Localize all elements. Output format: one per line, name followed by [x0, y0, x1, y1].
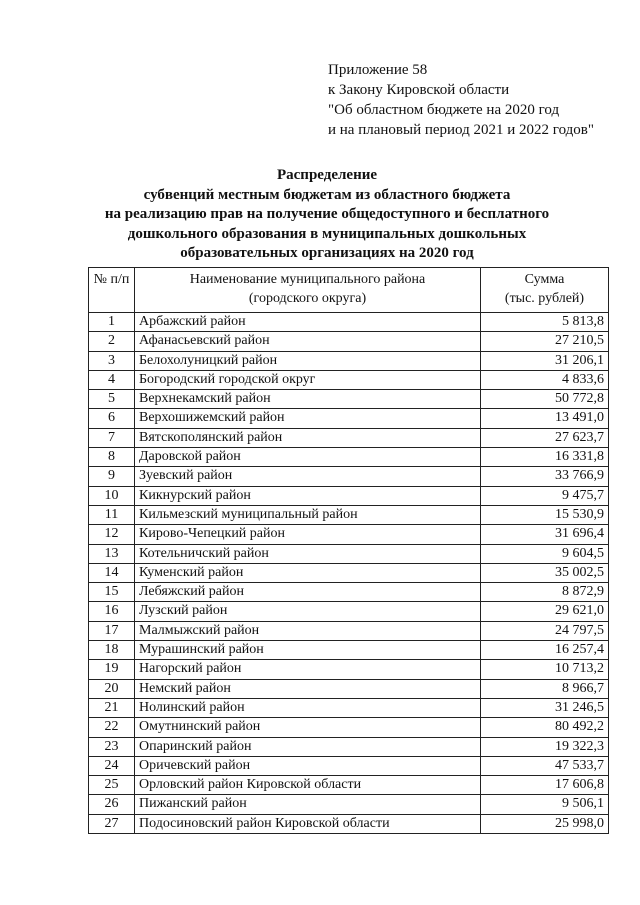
cell-num: 7 — [89, 428, 135, 447]
cell-name: Богородский городской округ — [135, 370, 481, 389]
cell-name: Мурашинский район — [135, 641, 481, 660]
cell-num: 26 — [89, 795, 135, 814]
cell-name: Белохолуницкий район — [135, 351, 481, 370]
header-num: № п/п — [89, 268, 135, 313]
table-row — [89, 544, 609, 563]
cell-num: 12 — [89, 525, 135, 544]
cell-sum: 8 966,7 — [481, 679, 609, 698]
table-header-row — [89, 268, 609, 313]
cell-num: 21 — [89, 698, 135, 717]
cell-sum: 35 002,5 — [481, 563, 609, 582]
cell-sum: 31 696,4 — [481, 525, 609, 544]
cell-name: Даровской район — [135, 448, 481, 467]
cell-name: Омутнинский район — [135, 718, 481, 737]
cell-sum: 80 492,2 — [481, 718, 609, 737]
appendix-line: и на плановый период 2021 и 2022 годов" — [328, 122, 594, 138]
table-row — [89, 756, 609, 775]
cell-num: 10 — [89, 486, 135, 505]
cell-name: Кикнурский район — [135, 486, 481, 505]
table-row — [89, 583, 609, 602]
cell-name: Пижанский район — [135, 795, 481, 814]
cell-num: 1 — [89, 313, 135, 332]
header-name-line2: (городского округа) — [248, 291, 367, 306]
cell-sum: 4 833,6 — [481, 370, 609, 389]
table-row — [89, 660, 609, 679]
header-name-line1: Наименование муниципального района — [189, 272, 426, 287]
cell-name: Афанасьевский район — [135, 332, 481, 351]
appendix-line: Приложение 58 — [328, 62, 428, 78]
cell-name: Опаринский район — [135, 737, 481, 756]
cell-sum: 19 322,3 — [481, 737, 609, 756]
cell-num: 27 — [89, 814, 135, 833]
table-row — [89, 814, 609, 833]
table-row — [89, 448, 609, 467]
cell-num: 19 — [89, 660, 135, 679]
document-title — [60, 166, 594, 264]
table-row — [89, 795, 609, 814]
table-row — [89, 486, 609, 505]
table-row — [89, 679, 609, 698]
cell-num: 9 — [89, 467, 135, 486]
table-row — [89, 698, 609, 717]
appendix-line: "Об областном бюджете на 2020 год — [328, 102, 560, 118]
cell-num: 25 — [89, 776, 135, 795]
table-row — [89, 602, 609, 621]
cell-sum: 15 530,9 — [481, 505, 609, 524]
table-row — [89, 467, 609, 486]
cell-name: Лебяжский район — [135, 583, 481, 602]
table-row — [89, 737, 609, 756]
cell-sum: 17 606,8 — [481, 776, 609, 795]
cell-sum: 27 210,5 — [481, 332, 609, 351]
cell-sum: 9 506,1 — [481, 795, 609, 814]
cell-sum: 31 246,5 — [481, 698, 609, 717]
header-sum — [481, 268, 609, 313]
table-row — [89, 525, 609, 544]
title-line: образовательных организациях на 2020 год — [180, 245, 474, 262]
cell-num: 2 — [89, 332, 135, 351]
header-sum-line1: Сумма — [524, 272, 565, 287]
cell-num: 16 — [89, 602, 135, 621]
cell-num: 8 — [89, 448, 135, 467]
cell-name: Куменский район — [135, 563, 481, 582]
cell-name: Верхнекамский район — [135, 390, 481, 409]
table-row — [89, 428, 609, 447]
table-row — [89, 313, 609, 332]
header-name — [135, 268, 481, 313]
cell-sum: 13 491,0 — [481, 409, 609, 428]
table-row — [89, 390, 609, 409]
cell-num: 18 — [89, 641, 135, 660]
cell-name: Подосиновский район Кировской области — [135, 814, 481, 833]
cell-sum: 10 713,2 — [481, 660, 609, 679]
cell-num: 22 — [89, 718, 135, 737]
cell-num: 4 — [89, 370, 135, 389]
title-line: субвенций местным бюджетам из областного бюджета — [143, 186, 511, 203]
title-line: Распределение — [276, 167, 378, 183]
cell-name: Лузский район — [135, 602, 481, 621]
cell-num: 3 — [89, 351, 135, 370]
table-body — [89, 313, 609, 834]
table-row — [89, 718, 609, 737]
cell-sum: 33 766,9 — [481, 467, 609, 486]
cell-name: Малмыжский район — [135, 621, 481, 640]
appendix-header — [328, 60, 594, 140]
table-row — [89, 370, 609, 389]
title-line: на реализацию прав на получение общедоступного и бесплатного — [104, 206, 550, 223]
cell-name: Кильмезский муниципальный район — [135, 505, 481, 524]
cell-sum: 29 621,0 — [481, 602, 609, 621]
cell-num: 11 — [89, 505, 135, 524]
cell-num: 15 — [89, 583, 135, 602]
table-row — [89, 409, 609, 428]
appendix-line: к Закону Кировской области — [328, 82, 510, 98]
table-row — [89, 776, 609, 795]
cell-sum: 24 797,5 — [481, 621, 609, 640]
cell-num: 17 — [89, 621, 135, 640]
table-row — [89, 641, 609, 660]
cell-name: Котельничский район — [135, 544, 481, 563]
cell-sum: 8 872,9 — [481, 583, 609, 602]
cell-num: 5 — [89, 390, 135, 409]
header-sum-line2: (тыс. рублей) — [504, 291, 585, 306]
cell-sum: 9 475,7 — [481, 486, 609, 505]
cell-name: Вятскополянский район — [135, 428, 481, 447]
cell-num: 23 — [89, 737, 135, 756]
cell-name: Кирово-Чепецкий район — [135, 525, 481, 544]
cell-sum: 16 331,8 — [481, 448, 609, 467]
cell-name: Арбажский район — [135, 313, 481, 332]
table-row — [89, 563, 609, 582]
cell-sum: 5 813,8 — [481, 313, 609, 332]
cell-sum: 25 998,0 — [481, 814, 609, 833]
cell-sum: 9 604,5 — [481, 544, 609, 563]
table-row — [89, 621, 609, 640]
cell-name: Нолинский район — [135, 698, 481, 717]
cell-num: 14 — [89, 563, 135, 582]
cell-sum: 27 623,7 — [481, 428, 609, 447]
table-row — [89, 351, 609, 370]
cell-name: Немский район — [135, 679, 481, 698]
cell-name: Оричевский район — [135, 756, 481, 775]
cell-name: Нагорский район — [135, 660, 481, 679]
cell-num: 6 — [89, 409, 135, 428]
table-row — [89, 332, 609, 351]
cell-name: Орловский район Кировской области — [135, 776, 481, 795]
cell-sum: 31 206,1 — [481, 351, 609, 370]
cell-sum: 47 533,7 — [481, 756, 609, 775]
title-line: дошкольного образования в муниципальных дошкольных — [127, 225, 527, 242]
cell-name: Зуевский район — [135, 467, 481, 486]
cell-num: 13 — [89, 544, 135, 563]
table-row — [89, 505, 609, 524]
cell-name: Верхошижемский район — [135, 409, 481, 428]
cell-num: 20 — [89, 679, 135, 698]
cell-sum: 16 257,4 — [481, 641, 609, 660]
cell-num: 24 — [89, 756, 135, 775]
distribution-table — [88, 267, 609, 834]
cell-sum: 50 772,8 — [481, 390, 609, 409]
